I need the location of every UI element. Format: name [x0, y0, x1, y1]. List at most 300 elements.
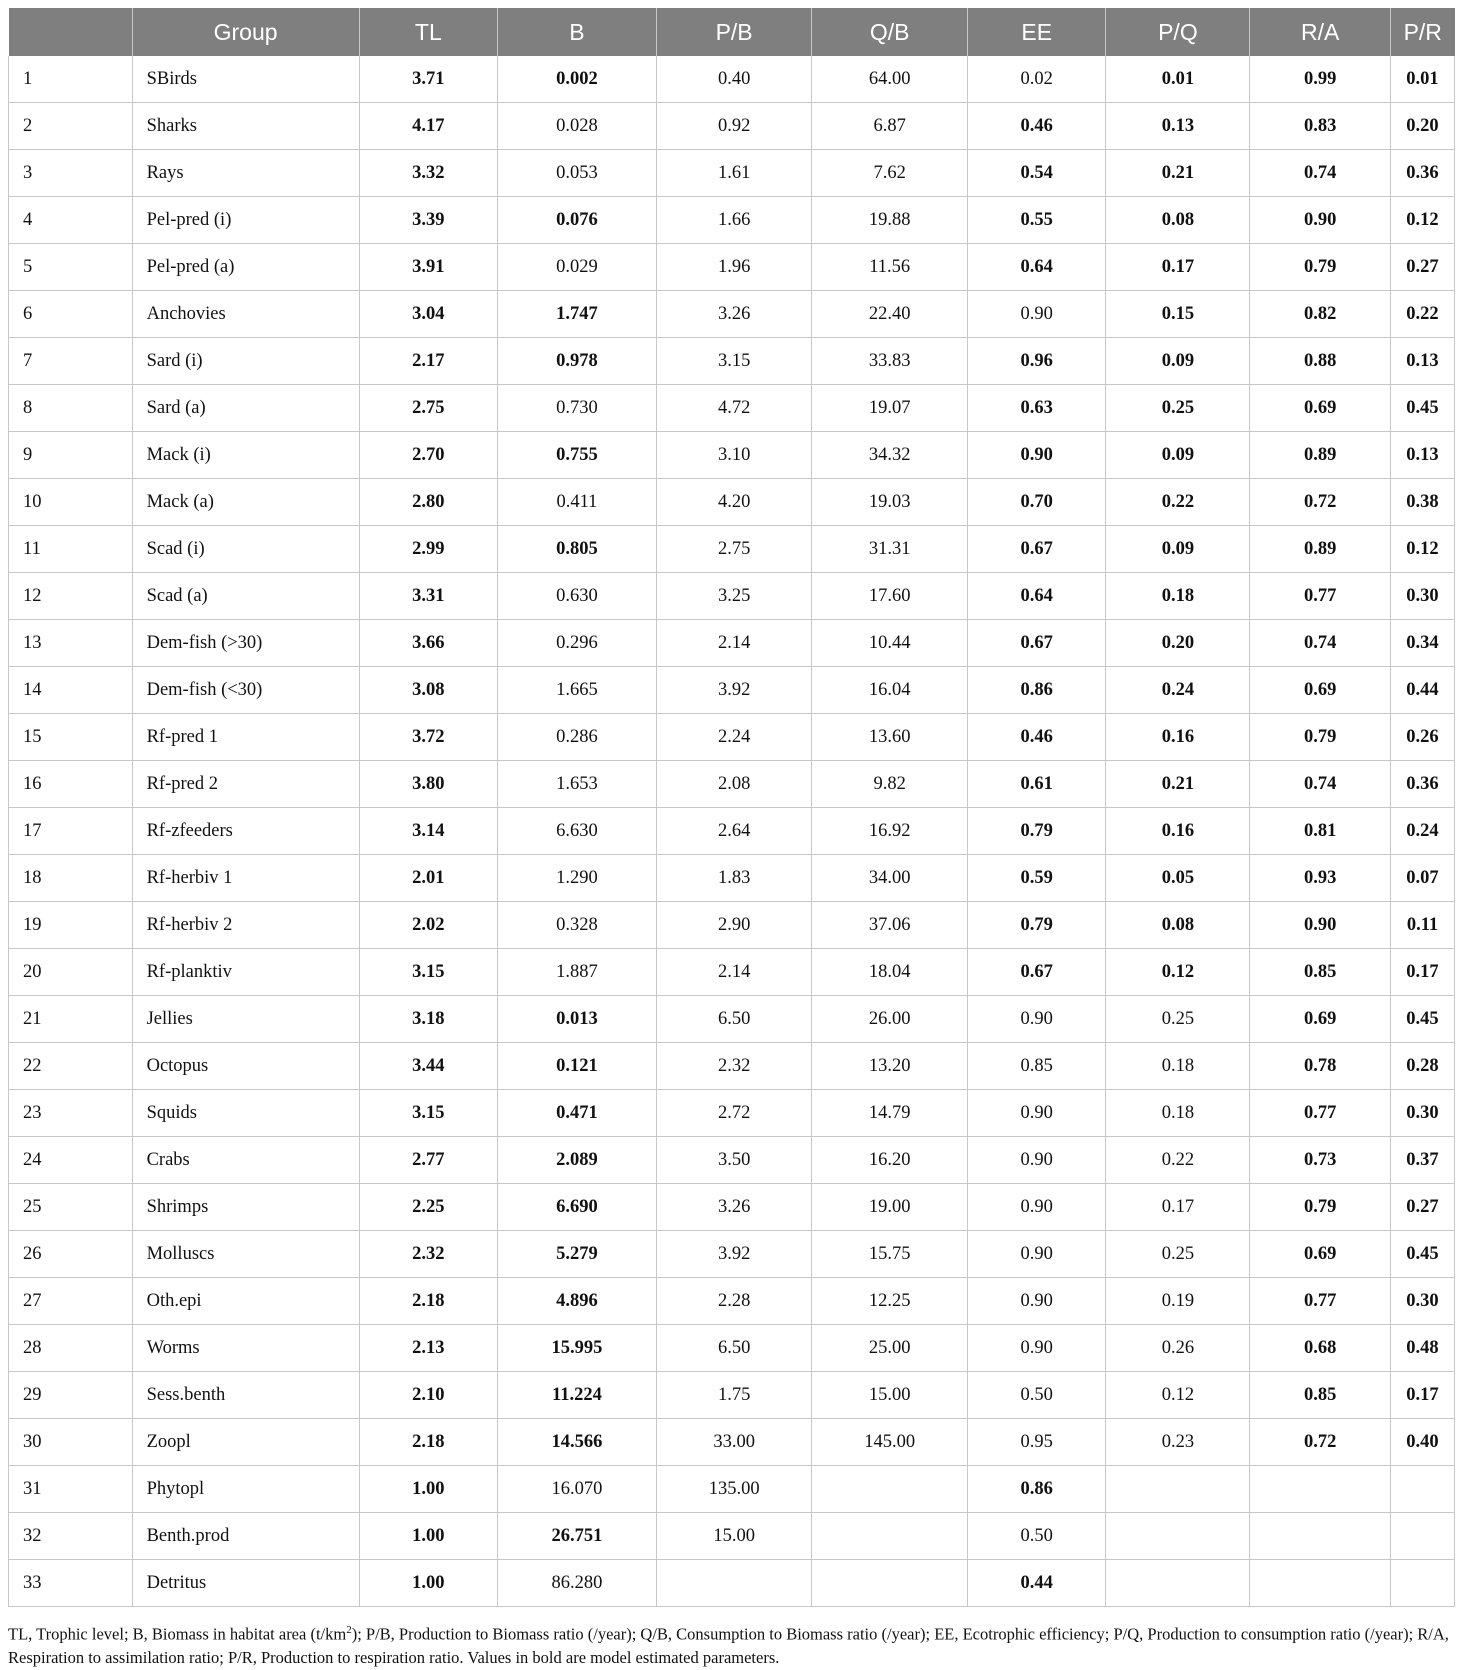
table-cell: Rays: [132, 150, 359, 197]
table-cell: 0.90: [967, 996, 1106, 1043]
table-cell: 0.18: [1106, 1043, 1250, 1090]
table-cell: 0.69: [1250, 385, 1391, 432]
table-cell: 6.50: [656, 1325, 812, 1372]
table-cell: 0.286: [498, 714, 657, 761]
header-pq: P/Q: [1106, 8, 1250, 56]
table-cell: 1.75: [656, 1372, 812, 1419]
table-cell: 64.00: [812, 56, 968, 103]
table-cell: 0.17: [1390, 949, 1454, 996]
table-cell: 3.15: [359, 949, 498, 996]
table-cell: 0.86: [967, 667, 1106, 714]
table-cell: 0.13: [1390, 338, 1454, 385]
footnote-part2: ); P/B, Production to Biomass ratio (/year); Q/B, Consumption to Biomass ratio (/year); EE, Ecotrophic efficiency; P/Q, Production to consumption ratio (/year); R/A, Respiration to assimilation ratio; P/R, Production to respiration ratio. Values in bold are model estimated parameters.: [8, 1624, 1449, 1667]
table-cell: 2.13: [359, 1325, 498, 1372]
table-cell: 8: [9, 385, 133, 432]
table-cell: 1.00: [359, 1513, 498, 1560]
table-cell: 0.95: [967, 1419, 1106, 1466]
table-cell: 2.10: [359, 1372, 498, 1419]
table-cell: 0.73: [1250, 1137, 1391, 1184]
table-cell: 0.54: [967, 150, 1106, 197]
table-cell: 0.61: [967, 761, 1106, 808]
table-cell: Rf-pred 2: [132, 761, 359, 808]
table-cell: [812, 1560, 968, 1607]
table-cell: 0.64: [967, 244, 1106, 291]
table-cell: 0.50: [967, 1372, 1106, 1419]
table-cell: 0.89: [1250, 432, 1391, 479]
table-cell: 0.74: [1250, 150, 1391, 197]
table-cell: 4.72: [656, 385, 812, 432]
table-cell: 0.15: [1106, 291, 1250, 338]
table-cell: 0.978: [498, 338, 657, 385]
table-row: [9, 56, 1455, 103]
table-row: [9, 1184, 1455, 1231]
table-cell: Squids: [132, 1090, 359, 1137]
table-cell: Anchovies: [132, 291, 359, 338]
table-cell: 2.24: [656, 714, 812, 761]
table-cell: 3: [9, 150, 133, 197]
table-cell: 14.79: [812, 1090, 968, 1137]
table-cell: 3.08: [359, 667, 498, 714]
table-cell: 31: [9, 1466, 133, 1513]
table-cell: 0.22: [1106, 479, 1250, 526]
table-cell: 0.22: [1106, 1137, 1250, 1184]
table-cell: 145.00: [812, 1419, 968, 1466]
table-cell: 3.26: [656, 291, 812, 338]
table-cell: 0.13: [1106, 103, 1250, 150]
table-cell: 18.04: [812, 949, 968, 996]
table-cell: 86.280: [498, 1560, 657, 1607]
table-cell: 0.85: [967, 1043, 1106, 1090]
table-row: [9, 150, 1455, 197]
table-cell: 0.59: [967, 855, 1106, 902]
table-row: [9, 573, 1455, 620]
table-cell: 26.751: [498, 1513, 657, 1560]
table-cell: 0.79: [967, 808, 1106, 855]
table-cell: 0.296: [498, 620, 657, 667]
header-ra: R/A: [1250, 8, 1391, 56]
table-cell: 0.72: [1250, 1419, 1391, 1466]
table-cell: 0.01: [1106, 56, 1250, 103]
table-row: [9, 1231, 1455, 1278]
table-cell: 0.27: [1390, 1184, 1454, 1231]
table-cell: 0.44: [967, 1560, 1106, 1607]
table-cell: 0.79: [1250, 714, 1391, 761]
table-cell: 16.92: [812, 808, 968, 855]
table-cell: 6.630: [498, 808, 657, 855]
table-row: [9, 479, 1455, 526]
table-cell: 0.96: [967, 338, 1106, 385]
table-cell: 0.121: [498, 1043, 657, 1090]
table-cell: 11.56: [812, 244, 968, 291]
table-cell: 3.10: [656, 432, 812, 479]
table-cell: Dem-fish (>30): [132, 620, 359, 667]
table-cell: 0.69: [1250, 996, 1391, 1043]
table-cell: 1.83: [656, 855, 812, 902]
table-row: [9, 1137, 1455, 1184]
table-cell: Crabs: [132, 1137, 359, 1184]
table-cell: 1.96: [656, 244, 812, 291]
table-cell: 0.25: [1106, 1231, 1250, 1278]
table-row: [9, 1325, 1455, 1372]
table-row: [9, 103, 1455, 150]
table-cell: 11: [9, 526, 133, 573]
table-cell: Sharks: [132, 103, 359, 150]
table-cell: 19.03: [812, 479, 968, 526]
table-cell: 0.12: [1106, 949, 1250, 996]
table-cell: Shrimps: [132, 1184, 359, 1231]
table-cell: Benth.prod: [132, 1513, 359, 1560]
table-row: [9, 1560, 1455, 1607]
table-cell: 0.63: [967, 385, 1106, 432]
table-cell: 14: [9, 667, 133, 714]
table-cell: 0.01: [1390, 56, 1454, 103]
table-cell: 0.09: [1106, 432, 1250, 479]
table-row: [9, 1372, 1455, 1419]
table-cell: 0.90: [967, 1184, 1106, 1231]
table-cell: [812, 1466, 968, 1513]
table-cell: 0.77: [1250, 1090, 1391, 1137]
table-row: [9, 1090, 1455, 1137]
table-cell: 0.36: [1390, 761, 1454, 808]
table-cell: 0.90: [967, 1278, 1106, 1325]
table-cell: 2.32: [656, 1043, 812, 1090]
table-cell: 2.80: [359, 479, 498, 526]
table-cell: Detritus: [132, 1560, 359, 1607]
table-cell: Pel-pred (i): [132, 197, 359, 244]
table-cell: 3.80: [359, 761, 498, 808]
table-cell: 7.62: [812, 150, 968, 197]
table-cell: 0.78: [1250, 1043, 1391, 1090]
table-cell: 3.31: [359, 573, 498, 620]
table-cell: 15.75: [812, 1231, 968, 1278]
table-cell: 0.85: [1250, 949, 1391, 996]
table-cell: Mack (a): [132, 479, 359, 526]
table-row: [9, 291, 1455, 338]
table-cell: 0.90: [1250, 197, 1391, 244]
table-cell: Jellies: [132, 996, 359, 1043]
table-cell: 9.82: [812, 761, 968, 808]
table-cell: Sard (a): [132, 385, 359, 432]
table-cell: 0.37: [1390, 1137, 1454, 1184]
table-cell: 0.74: [1250, 761, 1391, 808]
table-cell: [1390, 1560, 1454, 1607]
table-cell: 0.90: [1250, 902, 1391, 949]
table-cell: 0.38: [1390, 479, 1454, 526]
table-cell: 34.32: [812, 432, 968, 479]
footnote-part1: TL, Trophic level; B, Biomass in habitat area (t/km: [8, 1624, 347, 1644]
table-row: [9, 1043, 1455, 1090]
table-row: [9, 432, 1455, 479]
table-cell: Rf-herbiv 2: [132, 902, 359, 949]
table-cell: 19.88: [812, 197, 968, 244]
table-cell: 34.00: [812, 855, 968, 902]
table-cell: 15.995: [498, 1325, 657, 1372]
table-cell: 2.01: [359, 855, 498, 902]
table-cell: 0.19: [1106, 1278, 1250, 1325]
table-cell: 0.90: [967, 1090, 1106, 1137]
table-cell: 30: [9, 1419, 133, 1466]
table-cell: 2.18: [359, 1419, 498, 1466]
table-cell: [1106, 1466, 1250, 1513]
table-cell: 2.14: [656, 949, 812, 996]
table-cell: 0.755: [498, 432, 657, 479]
table-cell: 3.92: [656, 667, 812, 714]
table-cell: 4.20: [656, 479, 812, 526]
table-cell: Scad (a): [132, 573, 359, 620]
table-cell: 3.18: [359, 996, 498, 1043]
table-cell: 20: [9, 949, 133, 996]
footnote-superscript: 2: [346, 1624, 352, 1636]
table-cell: 19.07: [812, 385, 968, 432]
table-cell: 3.91: [359, 244, 498, 291]
table-cell: 33.83: [812, 338, 968, 385]
table-row: [9, 996, 1455, 1043]
table-cell: 16.070: [498, 1466, 657, 1513]
table-cell: SBirds: [132, 56, 359, 103]
table-cell: 26.00: [812, 996, 968, 1043]
table-cell: 0.12: [1390, 197, 1454, 244]
table-cell: 0.21: [1106, 150, 1250, 197]
table-cell: 0.86: [967, 1466, 1106, 1513]
table-cell: 6: [9, 291, 133, 338]
table-cell: 3.15: [656, 338, 812, 385]
table-cell: 0.44: [1390, 667, 1454, 714]
table-cell: 33: [9, 1560, 133, 1607]
table-cell: 1.747: [498, 291, 657, 338]
header-ee: EE: [967, 8, 1106, 56]
table-cell: 37.06: [812, 902, 968, 949]
table-cell: 0.08: [1106, 197, 1250, 244]
table-cell: 0.55: [967, 197, 1106, 244]
table-cell: 0.12: [1106, 1372, 1250, 1419]
table-cell: 3.39: [359, 197, 498, 244]
table-cell: 0.002: [498, 56, 657, 103]
table-cell: Rf-planktiv: [132, 949, 359, 996]
table-cell: 5.279: [498, 1231, 657, 1278]
table-cell: 0.12: [1390, 526, 1454, 573]
table-cell: 0.02: [967, 56, 1106, 103]
table-cell: Sard (i): [132, 338, 359, 385]
table-cell: 0.48: [1390, 1325, 1454, 1372]
table-cell: [1250, 1466, 1391, 1513]
table-cell: 2.25: [359, 1184, 498, 1231]
table-cell: 0.81: [1250, 808, 1391, 855]
table-cell: Octopus: [132, 1043, 359, 1090]
table-cell: Phytopl: [132, 1466, 359, 1513]
table-cell: 0.99: [1250, 56, 1391, 103]
table-cell: 3.04: [359, 291, 498, 338]
header-b: B: [498, 8, 657, 56]
table-cell: 0.18: [1106, 573, 1250, 620]
table-cell: 0.79: [1250, 1184, 1391, 1231]
table-cell: 0.46: [967, 103, 1106, 150]
table-cell: 32: [9, 1513, 133, 1560]
table-cell: 0.08: [1106, 902, 1250, 949]
table-cell: 0.24: [1106, 667, 1250, 714]
table-cell: 0.45: [1390, 1231, 1454, 1278]
table-cell: 3.71: [359, 56, 498, 103]
table-cell: 4.17: [359, 103, 498, 150]
table-cell: 0.730: [498, 385, 657, 432]
table-cell: 6.690: [498, 1184, 657, 1231]
table-cell: 5: [9, 244, 133, 291]
table-cell: 15.00: [656, 1513, 812, 1560]
table-cell: 0.16: [1106, 808, 1250, 855]
table-cell: 16: [9, 761, 133, 808]
table-cell: 2.77: [359, 1137, 498, 1184]
table-cell: 33.00: [656, 1419, 812, 1466]
table-cell: 0.36: [1390, 150, 1454, 197]
table-cell: Sess.benth: [132, 1372, 359, 1419]
table-cell: 0.471: [498, 1090, 657, 1137]
table-row: [9, 949, 1455, 996]
table-cell: 0.28: [1390, 1043, 1454, 1090]
table-cell: 4.896: [498, 1278, 657, 1325]
table-cell: 1.665: [498, 667, 657, 714]
table-cell: 3.66: [359, 620, 498, 667]
table-cell: [1106, 1560, 1250, 1607]
table-cell: 0.630: [498, 573, 657, 620]
header-pr: P/R: [1390, 8, 1454, 56]
table-cell: 13: [9, 620, 133, 667]
table-cell: 0.34: [1390, 620, 1454, 667]
table-cell: 6.50: [656, 996, 812, 1043]
table-cell: 0.24: [1390, 808, 1454, 855]
table-cell: 0.25: [1106, 996, 1250, 1043]
table-cell: 0.25: [1106, 385, 1250, 432]
table-cell: 0.67: [967, 620, 1106, 667]
table-cell: [656, 1560, 812, 1607]
table-cell: 3.32: [359, 150, 498, 197]
table-cell: 0.45: [1390, 385, 1454, 432]
table-cell: 1.653: [498, 761, 657, 808]
table-cell: 3.44: [359, 1043, 498, 1090]
table-cell: 22: [9, 1043, 133, 1090]
header-row: [9, 8, 1455, 56]
table-cell: 2.02: [359, 902, 498, 949]
table-row: [9, 1419, 1455, 1466]
table-cell: 1.61: [656, 150, 812, 197]
table-cell: Rf-pred 1: [132, 714, 359, 761]
table-cell: 0.26: [1106, 1325, 1250, 1372]
table-cell: 1.290: [498, 855, 657, 902]
table-container: [8, 8, 1455, 1669]
table-cell: 0.70: [967, 479, 1106, 526]
table-cell: 0.67: [967, 949, 1106, 996]
table-cell: 13.20: [812, 1043, 968, 1090]
table-cell: 3.92: [656, 1231, 812, 1278]
table-cell: 2.75: [359, 385, 498, 432]
table-cell: 19: [9, 902, 133, 949]
table-cell: 0.17: [1390, 1372, 1454, 1419]
table-cell: 14.566: [498, 1419, 657, 1466]
table-cell: 0.411: [498, 479, 657, 526]
table-cell: 0.69: [1250, 667, 1391, 714]
table-cell: 13.60: [812, 714, 968, 761]
table-row: [9, 714, 1455, 761]
table-row: [9, 1466, 1455, 1513]
table-cell: 0.89: [1250, 526, 1391, 573]
table-cell: 0.13: [1390, 432, 1454, 479]
table-cell: [1250, 1513, 1391, 1560]
table-cell: 0.076: [498, 197, 657, 244]
table-cell: 25: [9, 1184, 133, 1231]
header-blank: [9, 8, 133, 56]
table-cell: 0.20: [1106, 620, 1250, 667]
table-row: [9, 338, 1455, 385]
table-cell: 31.31: [812, 526, 968, 573]
table-cell: 4: [9, 197, 133, 244]
table-cell: 0.805: [498, 526, 657, 573]
data-table: [8, 8, 1455, 1607]
table-cell: [1390, 1513, 1454, 1560]
table-row: [9, 902, 1455, 949]
table-cell: 18: [9, 855, 133, 902]
table-cell: 0.50: [967, 1513, 1106, 1560]
table-cell: 0.22: [1390, 291, 1454, 338]
table-cell: [1250, 1560, 1391, 1607]
table-cell: 26: [9, 1231, 133, 1278]
table-cell: 0.40: [1390, 1419, 1454, 1466]
table-cell: [1390, 1466, 1454, 1513]
table-cell: 15.00: [812, 1372, 968, 1419]
table-cell: 16.20: [812, 1137, 968, 1184]
table-row: [9, 385, 1455, 432]
table-cell: 29: [9, 1372, 133, 1419]
table-cell: 0.21: [1106, 761, 1250, 808]
table-cell: 0.30: [1390, 1278, 1454, 1325]
table-cell: Worms: [132, 1325, 359, 1372]
table-cell: 0.029: [498, 244, 657, 291]
table-cell: Rf-zfeeders: [132, 808, 359, 855]
table-cell: 0.18: [1106, 1090, 1250, 1137]
table-cell: 0.40: [656, 56, 812, 103]
table-cell: 9: [9, 432, 133, 479]
table-cell: Oth.epi: [132, 1278, 359, 1325]
table-cell: 2.18: [359, 1278, 498, 1325]
table-row: [9, 1278, 1455, 1325]
table-row: [9, 667, 1455, 714]
table-cell: 0.09: [1106, 526, 1250, 573]
table-cell: Molluscs: [132, 1231, 359, 1278]
table-cell: 28: [9, 1325, 133, 1372]
table-footnote: [8, 1619, 1455, 1669]
table-cell: 0.05: [1106, 855, 1250, 902]
table-cell: 0.79: [1250, 244, 1391, 291]
table-cell: 0.69: [1250, 1231, 1391, 1278]
table-cell: 1.887: [498, 949, 657, 996]
table-cell: 0.30: [1390, 573, 1454, 620]
table-cell: 0.30: [1390, 1090, 1454, 1137]
table-cell: 1: [9, 56, 133, 103]
table-cell: 16.04: [812, 667, 968, 714]
table-row: [9, 244, 1455, 291]
table-cell: Zoopl: [132, 1419, 359, 1466]
table-cell: 0.67: [967, 526, 1106, 573]
table-cell: 2.70: [359, 432, 498, 479]
table-cell: Scad (i): [132, 526, 359, 573]
table-cell: 2.32: [359, 1231, 498, 1278]
table-cell: 1.66: [656, 197, 812, 244]
table-cell: 0.27: [1390, 244, 1454, 291]
table-cell: 3.14: [359, 808, 498, 855]
table-cell: 0.028: [498, 103, 657, 150]
table-cell: 0.90: [967, 1231, 1106, 1278]
table-cell: 3.25: [656, 573, 812, 620]
table-cell: 21: [9, 996, 133, 1043]
header-group: Group: [132, 8, 359, 56]
table-cell: [812, 1513, 968, 1560]
